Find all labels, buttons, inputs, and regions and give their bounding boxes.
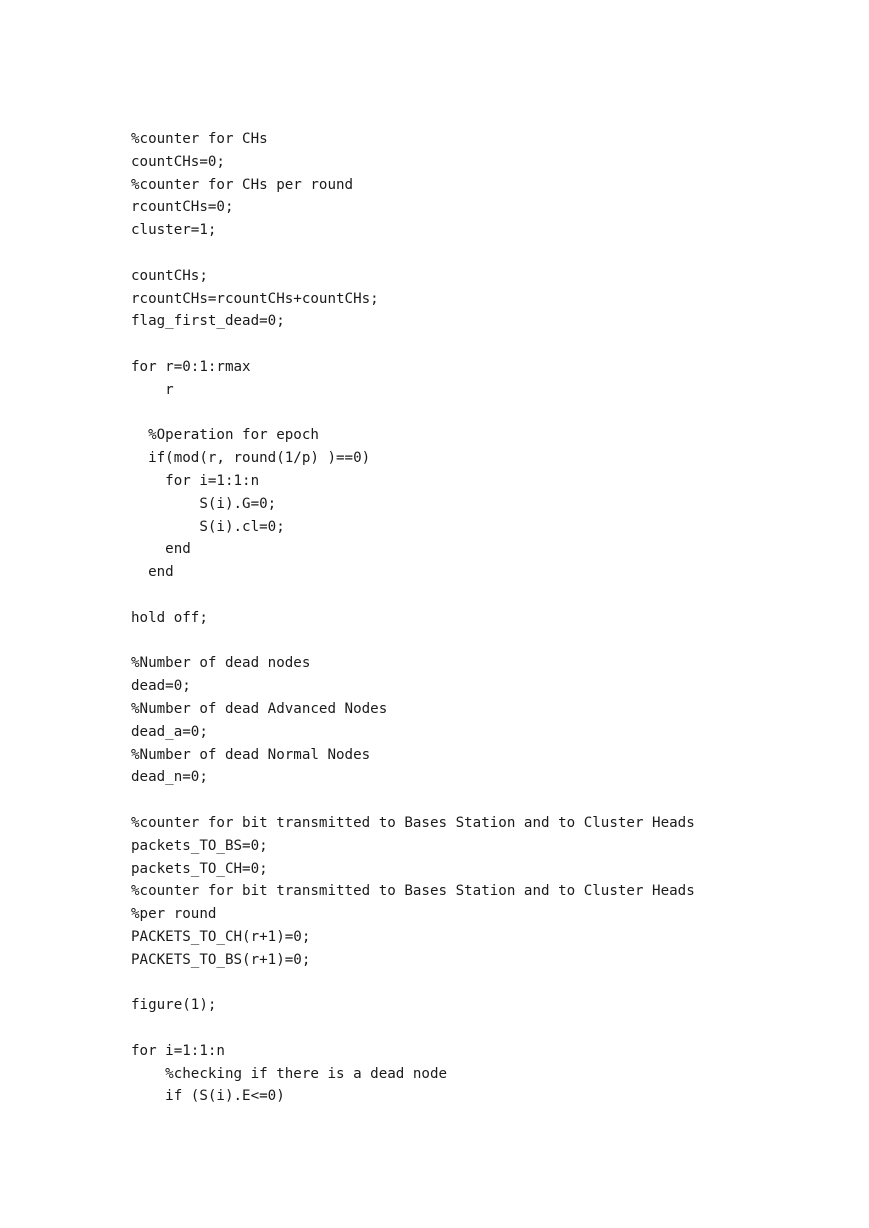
code-line bbox=[131, 402, 695, 425]
code-line: end bbox=[131, 564, 174, 581]
code-line: %Number of dead Advanced Nodes bbox=[131, 700, 388, 717]
code-line: cluster=1; bbox=[131, 222, 217, 239]
code-line: PACKETS_TO_BS(r+1)=0; bbox=[131, 951, 311, 968]
code-line: S(i).cl=0; bbox=[131, 518, 285, 535]
code-line: r bbox=[131, 381, 174, 398]
code-line: end bbox=[131, 541, 191, 558]
code-line: for i=1:1:n bbox=[131, 472, 260, 489]
code-line: packets_TO_CH=0; bbox=[131, 860, 268, 877]
code-line bbox=[131, 333, 695, 356]
code-line bbox=[131, 242, 695, 265]
code-line: %Number of dead nodes bbox=[131, 655, 311, 672]
code-line: if (S(i).E<=0) bbox=[131, 1088, 285, 1105]
code-line: countCHs=0; bbox=[131, 153, 225, 170]
code-listing bbox=[131, 128, 695, 1108]
code-line: %Number of dead Normal Nodes bbox=[131, 746, 371, 763]
code-line: %per round bbox=[131, 906, 217, 923]
code-line bbox=[131, 1017, 695, 1040]
code-line: dead_a=0; bbox=[131, 723, 208, 740]
code-line: %counter for bit transmitted to Bases Station and to Cluster Heads bbox=[131, 883, 695, 900]
code-line: if(mod(r, round(1/p) )==0) bbox=[131, 450, 371, 467]
code-line: dead=0; bbox=[131, 678, 191, 695]
code-line: dead_n=0; bbox=[131, 769, 208, 786]
code-line: PACKETS_TO_CH(r+1)=0; bbox=[131, 928, 311, 945]
code-line bbox=[131, 630, 695, 653]
code-line: %counter for CHs bbox=[131, 131, 268, 147]
code-line: rcountCHs=0; bbox=[131, 199, 234, 216]
code-line: for r=0:1:rmax bbox=[131, 358, 251, 375]
code-line: figure(1); bbox=[131, 997, 217, 1014]
code-line bbox=[131, 789, 695, 812]
code-line: packets_TO_BS=0; bbox=[131, 837, 268, 854]
code-line: for i=1:1:n bbox=[131, 1042, 225, 1059]
code-line: countCHs; bbox=[131, 267, 208, 284]
code-line: %counter for CHs per round bbox=[131, 176, 354, 193]
code-line: %Operation for epoch bbox=[131, 427, 319, 444]
code-line bbox=[131, 971, 695, 994]
code-line: %counter for bit transmitted to Bases Station and to Cluster Heads bbox=[131, 814, 695, 831]
code-line bbox=[131, 584, 695, 607]
code-line: flag_first_dead=0; bbox=[131, 313, 285, 330]
code-line: S(i).G=0; bbox=[131, 495, 277, 512]
code-line: hold off; bbox=[131, 609, 208, 626]
code-line: rcountCHs=rcountCHs+countCHs; bbox=[131, 290, 379, 307]
code-line: %checking if there is a dead node bbox=[131, 1065, 448, 1082]
